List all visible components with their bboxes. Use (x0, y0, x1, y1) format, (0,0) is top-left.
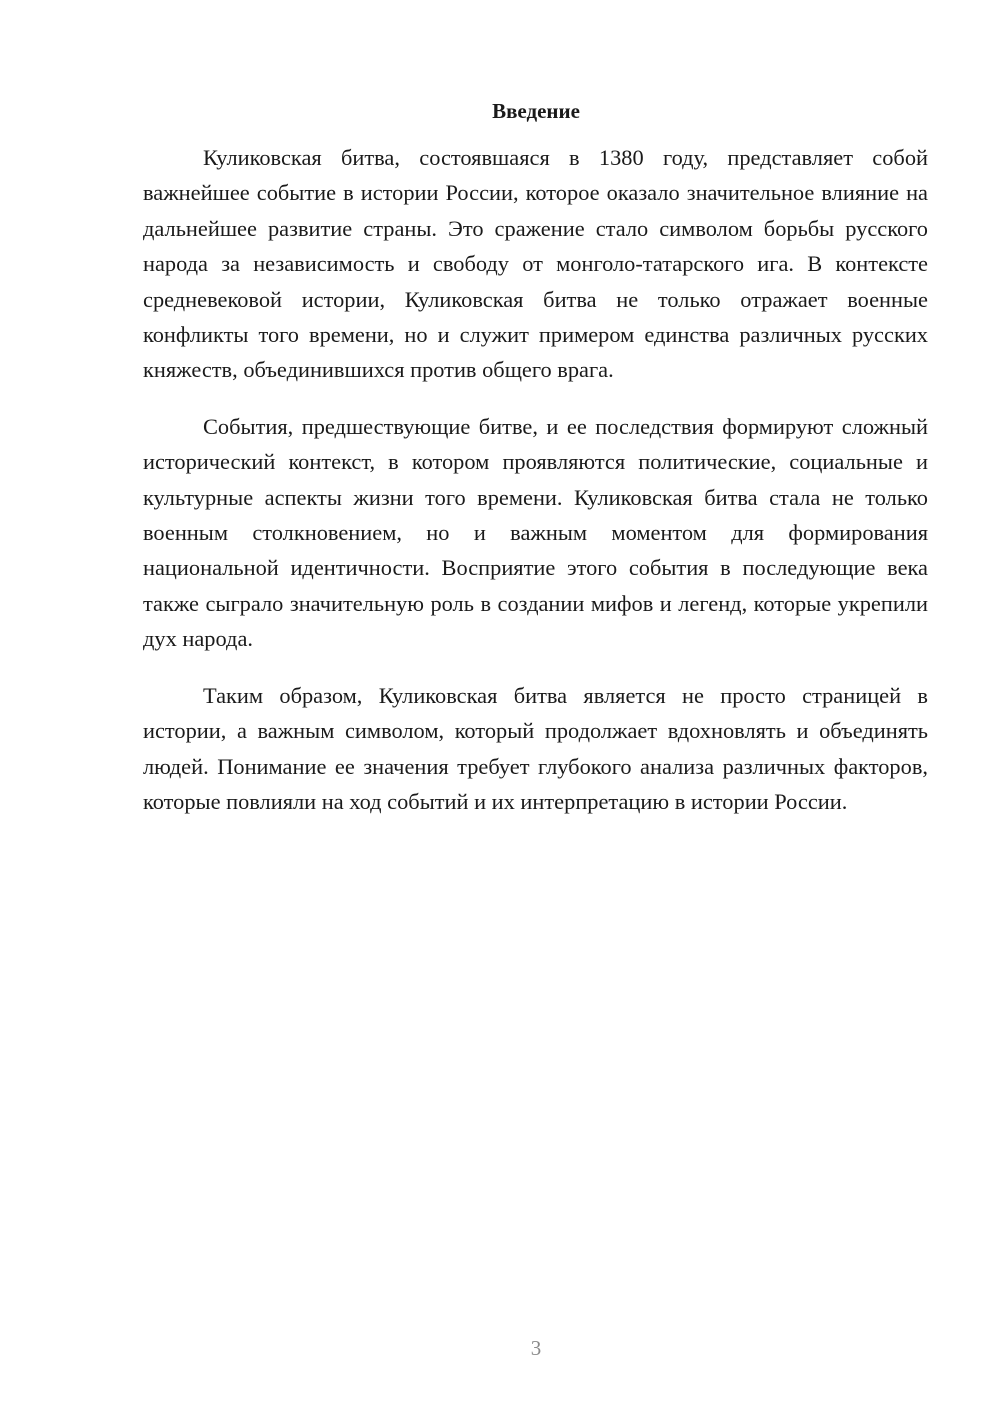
body-text (143, 140, 928, 840)
paragraph-3: Таким образом, Куликовская битва является не просто страницей в истории, а важным символом, который продолжает вдохновлять и объединять людей. Понимание ее значения требует глубокого анализа различных факторов, которые повлияли на ход событий и их интерпретацию в истории России. (143, 682, 928, 814)
section-heading: Введение (492, 99, 580, 123)
paragraph-1: Куликовская битва, состоявшаяся в 1380 году, представляет собой важнейшее событие в истории России, которое оказало значительное влияние на дальнейшее развитие страны. Это сражение стало символом борьбы русского народа за независимость и свободу от монголо-татарского ига. В контексте средневековой истории, Куликовская битва не только отражает военные конфликты того времени, но и служит примером единства различных русских княжеств, объединившихся против общего врага. (143, 145, 928, 383)
page-number: 3 (530, 1336, 542, 1360)
paragraph-2: События, предшествующие битве, и ее последствия формируют сложный исторический контекст, в котором проявляются политические, социальные и культурные аспекты жизни того времени. Куликовская битва стала не только военным столкновением, но и важным моментом для формирования национальной идентичности. Восприятие этого события в последующие века также сыграло значительную роль в создании мифов и легенд, которые укрепили дух народа. (143, 413, 928, 652)
